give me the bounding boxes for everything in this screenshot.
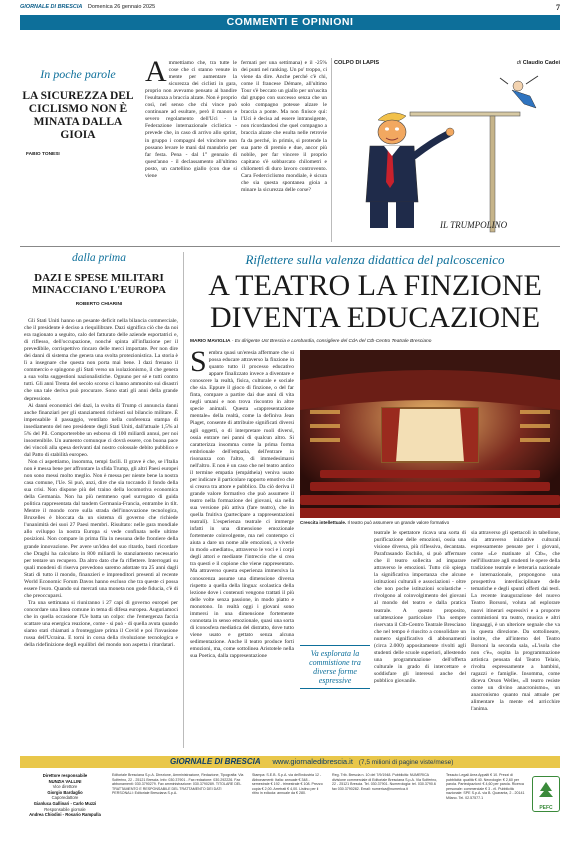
vice-label: Vice direttore [52,784,78,790]
issue-date: Domenica 26 gennaio 2025 [87,4,156,10]
divider [331,58,332,242]
dalla-prima-paragraph: Tra una settimana si riuniranno i 27 capi di governo europei per concordare una linea comune in tema di difesa europea. Auguriamoci che in quella occasione l'Ue batta un colpo: che l'emergenza faccia scattare una energica reazione, come - si può - di quella avuta quando siamo stati chiamati a fronteggiare prima il Covid e poi l'invasione russa dell'Ucraina. E torni in corsa della rivoluzione tecnologica e della ridefinizione degli equilibri del mondo non aspetta i ritardatari. [24,599,178,649]
director-label: Direttore responsabile [42,773,88,778]
dropcap-letter: S [190,350,207,378]
footer-staff [24,773,106,818]
photo-caption-text: Il teatro può assumere un grande valore formativo [347,520,450,525]
section-divider [20,246,560,247]
main-kicker: Riflettere sulla valenza didattica del palcoscenico [245,252,505,267]
main-author-role: - Ex dirigente Ust Brescia e Lombardia, consigliere del CdA del Ctb-Centro Teatrale Bresciano [231,339,432,344]
cartoon-author-prefix: di [516,60,522,66]
page-header [20,4,560,14]
photo-caption [300,520,560,525]
footer-advertising: Tessuto Legali Area Appalti € 10. Prezzi di pubblicità: qualità € 40. Necrologie: € 2,60 per parola. Partecipazioni: € 4,60 per parola. Ricerca personale: commerciale € 3 - ril. Pubblicità nazionale: SPE S.p.A. via B. Quaranta, 2 - 20141 Milano. Tel. 02.57577.1 [446,773,525,800]
capo-label: Caporedattore [51,795,79,801]
dalla-prima-paragraph: Non ci aspettiamo, insomma, tempi facili. Il grave è che, se l'Italia non è messa bene per affrontare la sfida Trump, gli altri Paesi europei non sono messi molto meglio. Non è messa per niente bene la nostra casa comune, l'Ue. Si può, anzi, dire che sia toccando il fondo della sua crisi. Non dispone più del traino della locomotiva economica della Germania. Non ha più nemmeno quel surrogato di guida politica rappresentata dal tandem Germania-Francia, entrambe in tilt. Mentre il mondo corre sulla strada dell'innovazione tecnologica, Bruxelles è bloccata da un sistema di governo che richiede l'unanimità dei suoi 27 Paesi membri. Risultato: nelle gara mondiale allo sviluppo la nostra Europa si vede confinata nelle ultime posizioni. Non compare in prima fila in nessuna delle frontiere della grande innovazione. Per avere un'idea del suo ritardo, basti ricordare che Draghi ha calcolato in 800 miliardi lo stanziamento necessario per tentare un recupero. Da altro dato che fa riflettere. Interrogati su quali mondeni di riserva prevedono saremo adottate tra 25 anni dagli Stati di tutto il mondo, finanzieri e imprenditori presenti al recente World Economic Forum Davos hanno escluso che tra queste ci possa essere l'euro. Quando sui mercati una moneta non gode fiducia, c'è di che preoccuparsi. [24,458,178,599]
dalla-prima-author: ROBERTO CHIARINI [75,301,123,307]
vice-name: Giorgio Bardaglio [47,789,83,795]
resp-label: Responsabile giornale [44,806,86,812]
footer-publisher: Editoriale Bresciana S.p.A. Direzione, Amministrazione, Redazione, Tipografia: Via Solferino, 22 - 25121 Brescia. Info: 030.37901 - Fax redazione: 030.292226. Fax abbonamenti: 030.3790279. Fax amministrazione: 030.3790289. TITOLARE DEL TRATTAMENTO E RESPONSABILE DEL TRATTAMENTO DEI DATI PERSONALI: Editoriale Bresciana S.p.A. [112,773,244,796]
director-name: NUNZIA VALLINI [48,778,82,784]
footer-print: Stampa: S.E.B. S.p.A. via dell'Industria 12 - Abbonamenti: Italia: annuale € 348 - semestrale € 192 - trimestrale € 108. Prezzo copia € 2,00. Arretrati € 4,00. Listino per il ritiro in edicola: annuale da € 280. [252,773,323,796]
main-text-left: embra quasi un'eresia affermare che si possa educare attraverso la finzione in quanto tutto il processo educativo appare finalizzato invece a diventare e conoscere la realtà, fisica, culturale e sociale che sia. Eppure il gioco di finzione, o del far finta, compare a partire dai due anni di vita negli umani e non trova riscontro in altre specie animali. Questa «rappresentazione mentale» della realtà, come la definiva Jean Piaget, consente di attribuire significati diversi agli oggetti, o di interpretare ruoli diversi, ossia entrare nei panni di qualcun altro. Si caratterizza insomma come la prima forma embrionale dell'empatia, dell'entrare in risonanza con l'altro, di immedesimarsi nell'altro. E non è un caso che nel teatro antico il termine empatia (empátheia) veniva usato per indicare il particolare rapporto emotivo che si creava tra attore e pubblico. Da ciò deriva il grande valore formativo che può assumere il teatro nella formazione dei giovani, sia nella sua versione più attiva (fare teatro), che in quella fruitiva (partecipare a rappresentazioni teatrali). L'esperienza teatrale ci immerge infatti in una dimensione emozionale fortemente coinvolgente, ma nel contempo ci aiuta a dare un nome alle emozioni, a viverle in modo «mediato», attraverso le voci e i corpi degli attori e mediante l'intreccio che si crea tra questi e il copione che viene rappresentato. Ma attraverso questa esperienza immersiva la conoscenza assume una dimensione diversa rispetto a quella della lingua: scolastica della lezione dove i contenuti vengono trattati il più delle volte senza passione, in modo piatto e monotono. In realtà oggi i giovani sono immersi in una dimensione fortemente connotata in senso emozionale, quasi una sorta di iconosfera mediatica del distratto, dove tutto viene usato e gettato senza alcuna sedimentazione. Anche il teatro produce forti emozioni, ma, come sottolinea Aristotele nella sua Poetica, dalla rappresentazione [190,350,294,660]
poche-parole-col2 [241,60,327,240]
capo-names: Gianluca Gallinari - Carlo Muzzi [33,800,97,806]
pefc-label: PEFC [539,805,553,811]
dalla-prima-headline: DAZI E SPESE MILITARI MINACCIANO L'EUROPA [32,272,166,297]
publication-name: GIORNALE DI BRESCIA [20,4,83,10]
masthead-footer [20,756,560,818]
poche-parole-headline: LA SICUREZZA DEL CICLISMO NON È MINATA DALLA GIOIA [22,90,134,141]
photo-caption-title: Crescita intellettuale. [300,520,347,525]
dalla-prima-kicker: dalla prima [72,252,126,264]
poche-parole-author: FABIO TONESI [26,151,60,157]
footer-note: (7,5 milioni di pagine viste/mese) [358,759,454,766]
dalla-prima-paragraph: Ai danni economici dei dazi, la svolta di Trump ci annuncia danni anche finanziari per gli stanziamenti richiesti sul bilancio militare. È impensabile il passaggio, ventilato nella conferenza stampa di insediamento del neo presidente degli Stati Uniti, dall'attuale 1,5% al 5% del Pil. Comporterebbe un esborso di 100 miliardi annui, per noi insostenibile. Un aumento comunque ci dovrà essere, con buona pace dei vincoli alla spesa derivanti dal nostro colossale debito pubblico e dal Patto di stabilità europeo. [24,402,178,458]
pefc-logo [532,776,560,812]
main-col-right [471,530,560,748]
cartoon-caption: IL TRUMPOLINO [440,220,508,230]
dalla-prima-body [24,318,178,746]
footer-bar [20,756,560,768]
cartoon-author: Claudio Cadei [522,60,560,66]
main-author: MARIO MAVIGLIA [190,339,231,344]
poche-parole-text-1: mmettiamo che, tra tutte le cose che ci stanno venute in mente per aumentare la sicurezza dei ciclisti in gara, proprio non avevamo pensato al bandire l'esultanza a braccia alzate. Non è proprio così, nel senso che chi vince può continuare ad esultare, però il manon e severo regolamento dell'Uci - la Federazione internazionale ciclistica - prevede che, in caso di arrivo allo sprint, in gruppo i compagni del vincitore non possano levare le mani dal manubrio per far festa. Pena - dal 1° gennaio di quest'anno - il declassamento all'ultimo posto, un cartellino giallo (con due si viene [145,60,237,179]
theater-photo [300,350,560,518]
main-text-mid: teatrale le spettatore ricava una sorta di purificazione delle emozioni, ossia una visione diversa, più riflessiva, decantata. Parafrasando Eschilo, si può affermare che il teatro sollecita ad imparare attraverso le emozioni. Tutto ciò spiega la significativa importanza che alcune istituzioni culturali e associazioni - oltre che non poche istituzioni scolastiche - rivolgono al coinvolgimento dei giovani al mondo del teatro e dalla pratica teatrale. A questo proposito, un'attenzione particolare l'ha sempre riservata il Ctb-Centro Teatrale Bresciano che nel tempo è riuscito a consolidare un numero significativo di abbonamenti (circa 2.000) appositamente rivolti agli studenti delle scuole superiori, allestendo una programmazione dell'offerta culturale in grado di intercettare e soddisfare gli interessi anche del pubblico giovanile. [374,530,466,684]
poche-parole-text-2: fermati per una settimana) e il -25% dei punti nel ranking. Un po' troppo, ci viene da dire. Anche perché c'è chi, come il francese Démare, all'ultimo Tour s'è beccato un giallo per un'uscita dal gruppo con successo senza che un solo compagno potesse alzare le braccia a ponte. Ma non finisce qui: l'Uci è decisa ad essere intransigente, non ricordandosi che quel compagno a braccia alzate che esulta nelle retrovie fa da perché, in primis, si protende la sua parte di premio e due, ancor più nobile, per far vincere il proprio capitano s'è sobbarcato chilometri e chilometri di duro lavoro controvento. Cara Federciclismo mondiale, è sicura che sia questa spontanea gioia a minare la sicurezza delle corse? [241,60,327,193]
section-title: COMMENTI E OPINIONI [20,15,560,30]
footer-url[interactable]: www.giornaledibrescia.it [272,757,353,766]
pullquote: Va esplorata la commistione tra diverse forme espressive [300,645,370,689]
cartoon-header [334,60,560,70]
footer-registry: Reg. Trib. Brescia n. 10 del 7/9/1948. Pubblicità: NUMERICA divisione commerciale di Editoriale Bresciana S.p.A. Via Solferino, 22 - 25121 Brescia. Tel. 030.37901. Numerologia: tel. 030.3790.6 fax 030.3790282. Email: numerica@numerica.it [332,773,438,791]
cartoon-illustration [340,72,556,238]
page-number: 7 [556,3,560,12]
main-col-mid [374,530,466,748]
dalla-prima-head [20,252,178,307]
main-headline: A TEATRO LA FINZIONE DIVENTA EDUCAZIONE [208,269,542,334]
poche-parole-kicker: In poche parole [40,67,116,81]
poche-parole-box [20,34,136,239]
main-byline [190,339,560,344]
resp-names: Andrea Chiodini - Rosario Rampulla [29,812,101,818]
dalla-prima-paragraph: Gli Stati Uniti hanno un pesante deficit nella bilancia commerciale, che il presidente è deciso a riequilibrare. Dazi significa ciò che da noi era ragionato a seguito, calo del fatturato delle aziende esportatrici e, di riflesso, dell'occupazione, nonché spinta all'inflazione per il prevedibile, corrispettivo rincaro delle merci importate. Per non dire dei danni di sistema che genera una svolta protezionistica. La storia è lì a insegnare che questa non porta mai bene. I dazi frenano il commercio e spingono gli Stati verso un isolazionismo, il che genera a sua volta suggestioni nazionalistiche. Ognuno per sé e tutti contro tutti. Gli anni Trenta del secolo scorso ci hanno ammonito sui disastri che una tale deriva può procurare. Sono stati gli anni della grande depressione. [24,318,178,402]
cartoon-column-title: COLPO DI LAPIS [334,60,380,66]
poche-parole-col1 [145,60,237,240]
tree-icon [536,780,556,800]
footer-publication: GIORNALE DI BRESCIA [170,757,261,766]
main-text-right: sia attraverso gli spettacoli in tabellone, sia attraverso iniziative culturali espressamente pensate per i giovani, come «Le matinate al Ctb», che nell'illustrare agli studenti le opere della tradizione teatrale e letteraria nazionale e internazionale, propongono una prospettiva interdisciplinare delle tematiche e degli spunti offerti dai testi. La recente inaugurazione del nuovo Teatro Borsoni, voluta ad esplorare nuovi itinerari espressivi e a proporre commistioni tra teatro, musica e altri linguaggi, è un ulteriore segnale che va in questa direzione. Da sottolineare, inoltre, che all'interno del Teatro Borsoni la seconda sala, «L'isola che non c'è», ospita la programmazione artistica pensata dal Teatro Telaio, rivolta espressamente a bambini, ragazzi e famiglie. Insomma, come diceva Orson Welles, «Il teatro resiste come un divino anacronismo», un anacronismo quanto mai attuale per alimentare la mente ed arricchire l'anima. [471,530,560,713]
divider [183,252,184,748]
dropcap-letter: A [145,60,167,88]
diving-board [410,112,520,116]
main-col-left [190,350,294,748]
